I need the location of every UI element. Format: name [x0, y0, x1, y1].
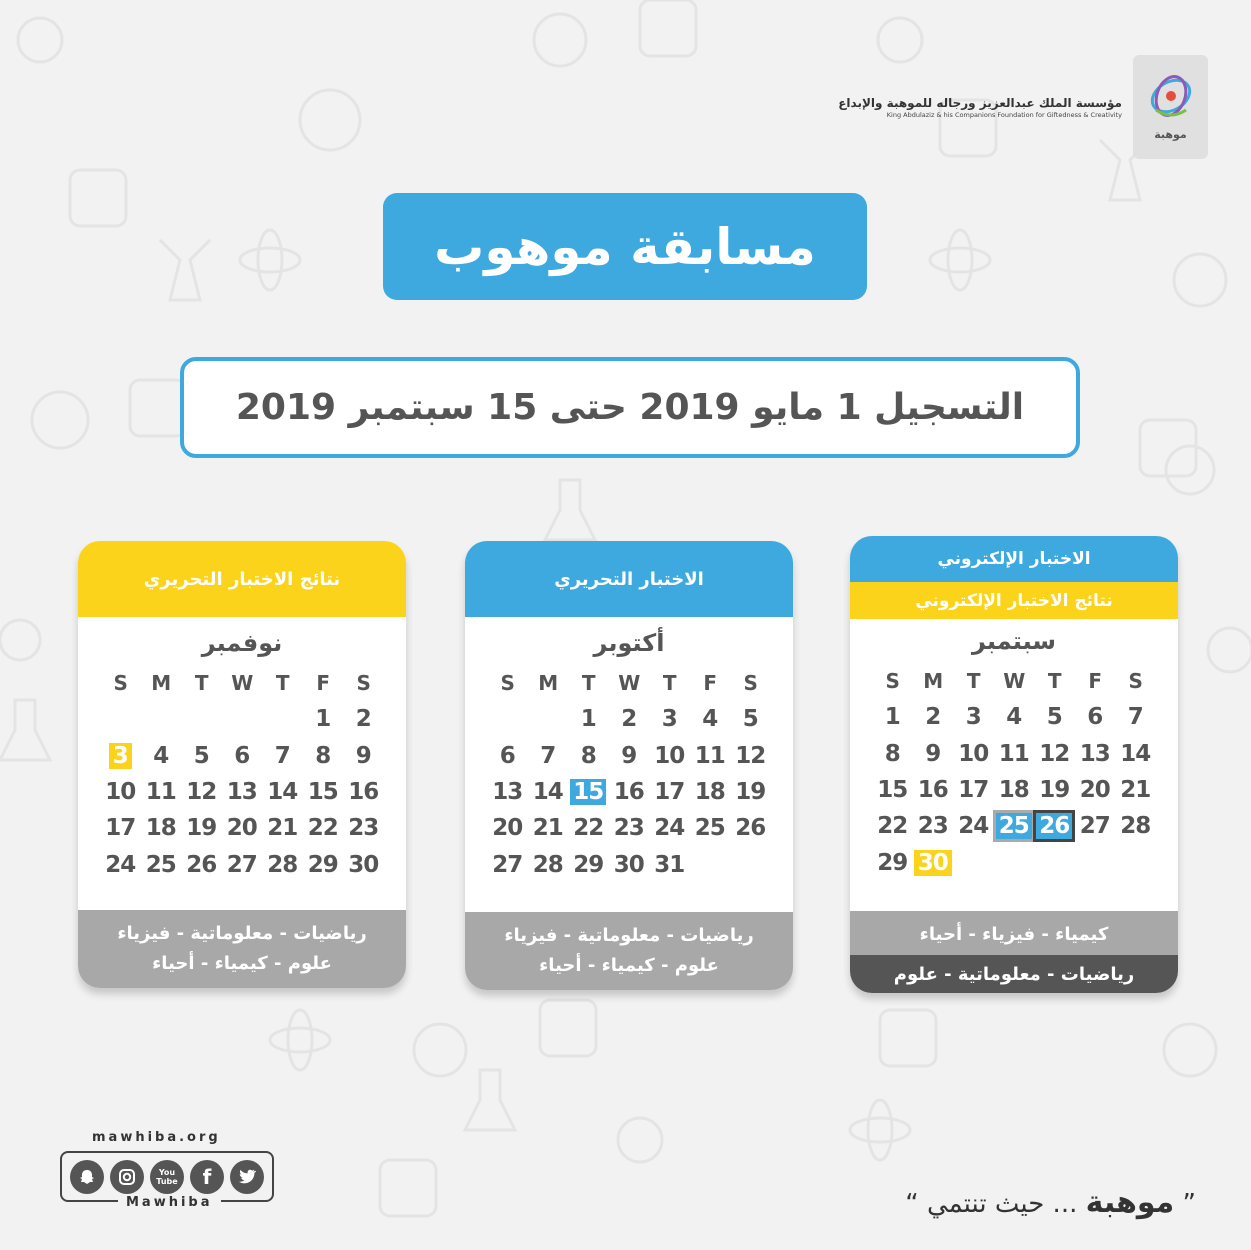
november-header: نتائج الاختبار التحريري [78, 541, 406, 617]
calendar-day: 12 [1039, 740, 1070, 767]
october-header: الاختبار التحريري [465, 541, 793, 617]
calendar-day: 14 [1120, 740, 1151, 767]
weekday-label: W [231, 671, 253, 696]
calendar-day: 30 [348, 851, 379, 878]
calendar-day: 16 [917, 777, 948, 804]
calendar-day: 21 [267, 815, 298, 842]
calendar-day: 25 [694, 815, 725, 842]
calendar-day: 8 [580, 742, 596, 769]
instagram-icon[interactable] [110, 1160, 144, 1194]
calendar-day: 5 [193, 742, 209, 769]
calendar-day: 8 [884, 740, 900, 767]
weekday-label: W [618, 671, 640, 696]
calendar-day: 13 [226, 779, 257, 806]
calendar-day: 28 [1120, 813, 1151, 840]
calendar-day: 7 [274, 742, 290, 769]
quote-mark: ” [1182, 1189, 1196, 1219]
calendar-day: 13 [492, 779, 523, 806]
slogan-text: ... حيث تنتمي [926, 1189, 1078, 1219]
calendar-day: 3 [965, 704, 981, 731]
september-header-online-results: نتائج الاختبار الإلكتروني [850, 582, 1178, 619]
facebook-icon[interactable] [190, 1160, 224, 1194]
empty-day [528, 701, 569, 737]
calendar-day: 23 [613, 815, 644, 842]
calendar-day: 2 [355, 706, 371, 733]
empty-day [100, 701, 141, 737]
calendar-day-highlighted: 3 [100, 738, 141, 774]
weekday-label: T [662, 671, 676, 696]
calendar-day: 15 [307, 779, 338, 806]
facebook-label: f [202, 1164, 212, 1189]
month-title-september: سبتمبر [971, 627, 1056, 655]
weekday-label: S [885, 669, 899, 694]
calendar-day: 2 [621, 706, 637, 733]
empty-day [181, 701, 222, 737]
calendar-day: 3 [661, 706, 677, 733]
calendar-day: 10 [105, 779, 136, 806]
calendar-day-highlighted: 25 [994, 808, 1035, 844]
calendar-day: 19 [735, 779, 766, 806]
calendar-day: 4 [1006, 704, 1022, 731]
calendar-day: 17 [654, 779, 685, 806]
calendar-day: 7 [1127, 704, 1143, 731]
calendar-day: 24 [958, 813, 989, 840]
calendar-day: 14 [267, 779, 298, 806]
calendar-day: 21 [532, 815, 563, 842]
weekday-label: T [581, 671, 595, 696]
october-subjects [465, 912, 793, 990]
calendar-day: 22 [877, 813, 908, 840]
calendar-day: 19 [186, 815, 217, 842]
calendar-day: 6 [234, 742, 250, 769]
calendar-card-october [465, 541, 793, 990]
calendar-day: 10 [654, 742, 685, 769]
calendar-day: 23 [917, 813, 948, 840]
weekday-label: M [151, 671, 171, 696]
weekday-label: F [1088, 669, 1102, 694]
calendar-day-highlighted: 30 [913, 844, 954, 880]
youtube-label: You Tube [156, 1167, 178, 1186]
subjects-line: علوم - كيمياء - أحياء [539, 955, 719, 976]
calendar-day: 24 [654, 815, 685, 842]
calendar-day: 26 [186, 851, 217, 878]
calendar-day: 16 [348, 779, 379, 806]
november-subjects [78, 910, 406, 988]
calendar-day: 12 [735, 742, 766, 769]
calendar-day: 10 [958, 740, 989, 767]
calendar-day: 31 [654, 851, 685, 878]
social-handle: Mawhiba [118, 1195, 221, 1210]
calendar-day: 19 [1039, 777, 1070, 804]
calendar-day: 18 [998, 777, 1029, 804]
september-subjects-light: كيمياء - فيزياء - أحياء [850, 911, 1178, 957]
calendar-day: 11 [145, 779, 176, 806]
page-title: مسابقة موهوب [383, 193, 867, 300]
snapchat-icon[interactable] [70, 1160, 104, 1194]
calendar-day: 21 [1120, 777, 1151, 804]
calendar-day: 20 [492, 815, 523, 842]
weekday-label: S [356, 671, 370, 696]
calendar-day: 17 [958, 777, 989, 804]
calendar-day: 1 [315, 706, 331, 733]
weekday-label: T [966, 669, 980, 694]
empty-day [487, 701, 528, 737]
calendar-day: 27 [492, 851, 523, 878]
calendar-grid-september [872, 663, 1156, 881]
calendar-grid-november [100, 665, 384, 883]
calendar-day: 18 [694, 779, 725, 806]
calendar-grid-october [487, 665, 771, 883]
calendar-day: 6 [499, 742, 515, 769]
calendar-day: 4 [153, 742, 169, 769]
calendar-day: 25 [145, 851, 176, 878]
calendar-day: 11 [694, 742, 725, 769]
calendar-day: 2 [925, 704, 941, 731]
calendar-day: 27 [1079, 813, 1110, 840]
empty-day [262, 701, 303, 737]
subjects-line: علوم - كيمياء - أحياء [152, 953, 332, 974]
calendar-day: 6 [1087, 704, 1103, 731]
weekday-label: S [113, 671, 127, 696]
calendar-day: 9 [355, 742, 371, 769]
slogan-brand: موهبة [1085, 1185, 1175, 1220]
subjects-line: رياضيات - معلوماتية - فيزياء [504, 925, 754, 946]
mawhiba-logo-icon [1146, 74, 1196, 124]
calendar-day: 13 [1079, 740, 1110, 767]
calendar-day: 8 [315, 742, 331, 769]
org-name-english: King Abdulaziz & his Companions Foundation for Giftedness & Creativity [886, 111, 1122, 119]
calendar-day: 16 [613, 779, 644, 806]
weekday-label: T [275, 671, 289, 696]
weekday-label: T [1047, 669, 1061, 694]
weekday-label: M [923, 669, 943, 694]
calendar-day: 20 [226, 815, 257, 842]
twitter-icon[interactable] [230, 1160, 264, 1194]
weekday-label: S [1128, 669, 1142, 694]
weekday-label: T [194, 671, 208, 696]
calendar-day: 5 [742, 706, 758, 733]
calendar-day-highlighted: 26 [1034, 808, 1075, 844]
subjects-line: رياضيات - معلوماتية - فيزياء [117, 923, 367, 944]
calendar-day: 26 [735, 815, 766, 842]
slogan [905, 1185, 1196, 1220]
month-title-november: نوفمبر [201, 629, 283, 657]
calendar-card-september [850, 536, 1178, 993]
calendar-day: 29 [307, 851, 338, 878]
calendar-day: 7 [540, 742, 556, 769]
calendar-day: 28 [532, 851, 563, 878]
calendar-day: 1 [580, 706, 596, 733]
weekday-label: F [703, 671, 717, 696]
calendar-day: 5 [1046, 704, 1062, 731]
calendar-card-november [78, 541, 406, 988]
calendar-day: 4 [702, 706, 718, 733]
calendar-day: 22 [307, 815, 338, 842]
calendar-day-highlighted: 15 [568, 774, 609, 810]
calendar-day: 30 [613, 851, 644, 878]
empty-day [141, 701, 182, 737]
weekday-label: S [743, 671, 757, 696]
calendar-day: 27 [226, 851, 257, 878]
calendar-day: 22 [573, 815, 604, 842]
september-subjects-dark: رياضيات - معلوماتية - علوم [850, 955, 1178, 993]
calendar-day: 18 [145, 815, 176, 842]
website-url[interactable]: mawhiba.org [92, 1130, 221, 1145]
calendar-day: 24 [105, 851, 136, 878]
registration-dates: التسجيل 1 مايو 2019 حتى 15 سبتمبر 2019 [180, 357, 1080, 458]
calendar-day: 29 [877, 849, 908, 876]
calendar-day: 12 [186, 779, 217, 806]
weekday-label: M [538, 671, 558, 696]
org-name-arabic: مؤسسة الملك عبدالعزيز ورجاله للموهبة والإبداع [838, 96, 1122, 110]
calendar-day: 9 [925, 740, 941, 767]
calendar-day: 14 [532, 779, 563, 806]
calendar-day: 20 [1079, 777, 1110, 804]
weekday-label: W [1003, 669, 1025, 694]
calendar-day: 11 [998, 740, 1029, 767]
empty-day [222, 701, 263, 737]
mawhiba-logo [1133, 55, 1208, 159]
quote-mark: “ [905, 1189, 919, 1219]
calendar-day: 15 [877, 777, 908, 804]
calendar-day: 1 [884, 704, 900, 731]
weekday-label: S [500, 671, 514, 696]
youtube-icon[interactable] [150, 1160, 184, 1194]
month-title-october: أكتوبر [593, 629, 665, 657]
september-header-online-test: الاختبار الإلكتروني [850, 536, 1178, 582]
weekday-label: F [316, 671, 330, 696]
logo-word: موهبة [1154, 127, 1187, 141]
calendar-day: 9 [621, 742, 637, 769]
calendar-day: 29 [573, 851, 604, 878]
calendar-day: 23 [348, 815, 379, 842]
calendar-day: 17 [105, 815, 136, 842]
calendar-day: 28 [267, 851, 298, 878]
